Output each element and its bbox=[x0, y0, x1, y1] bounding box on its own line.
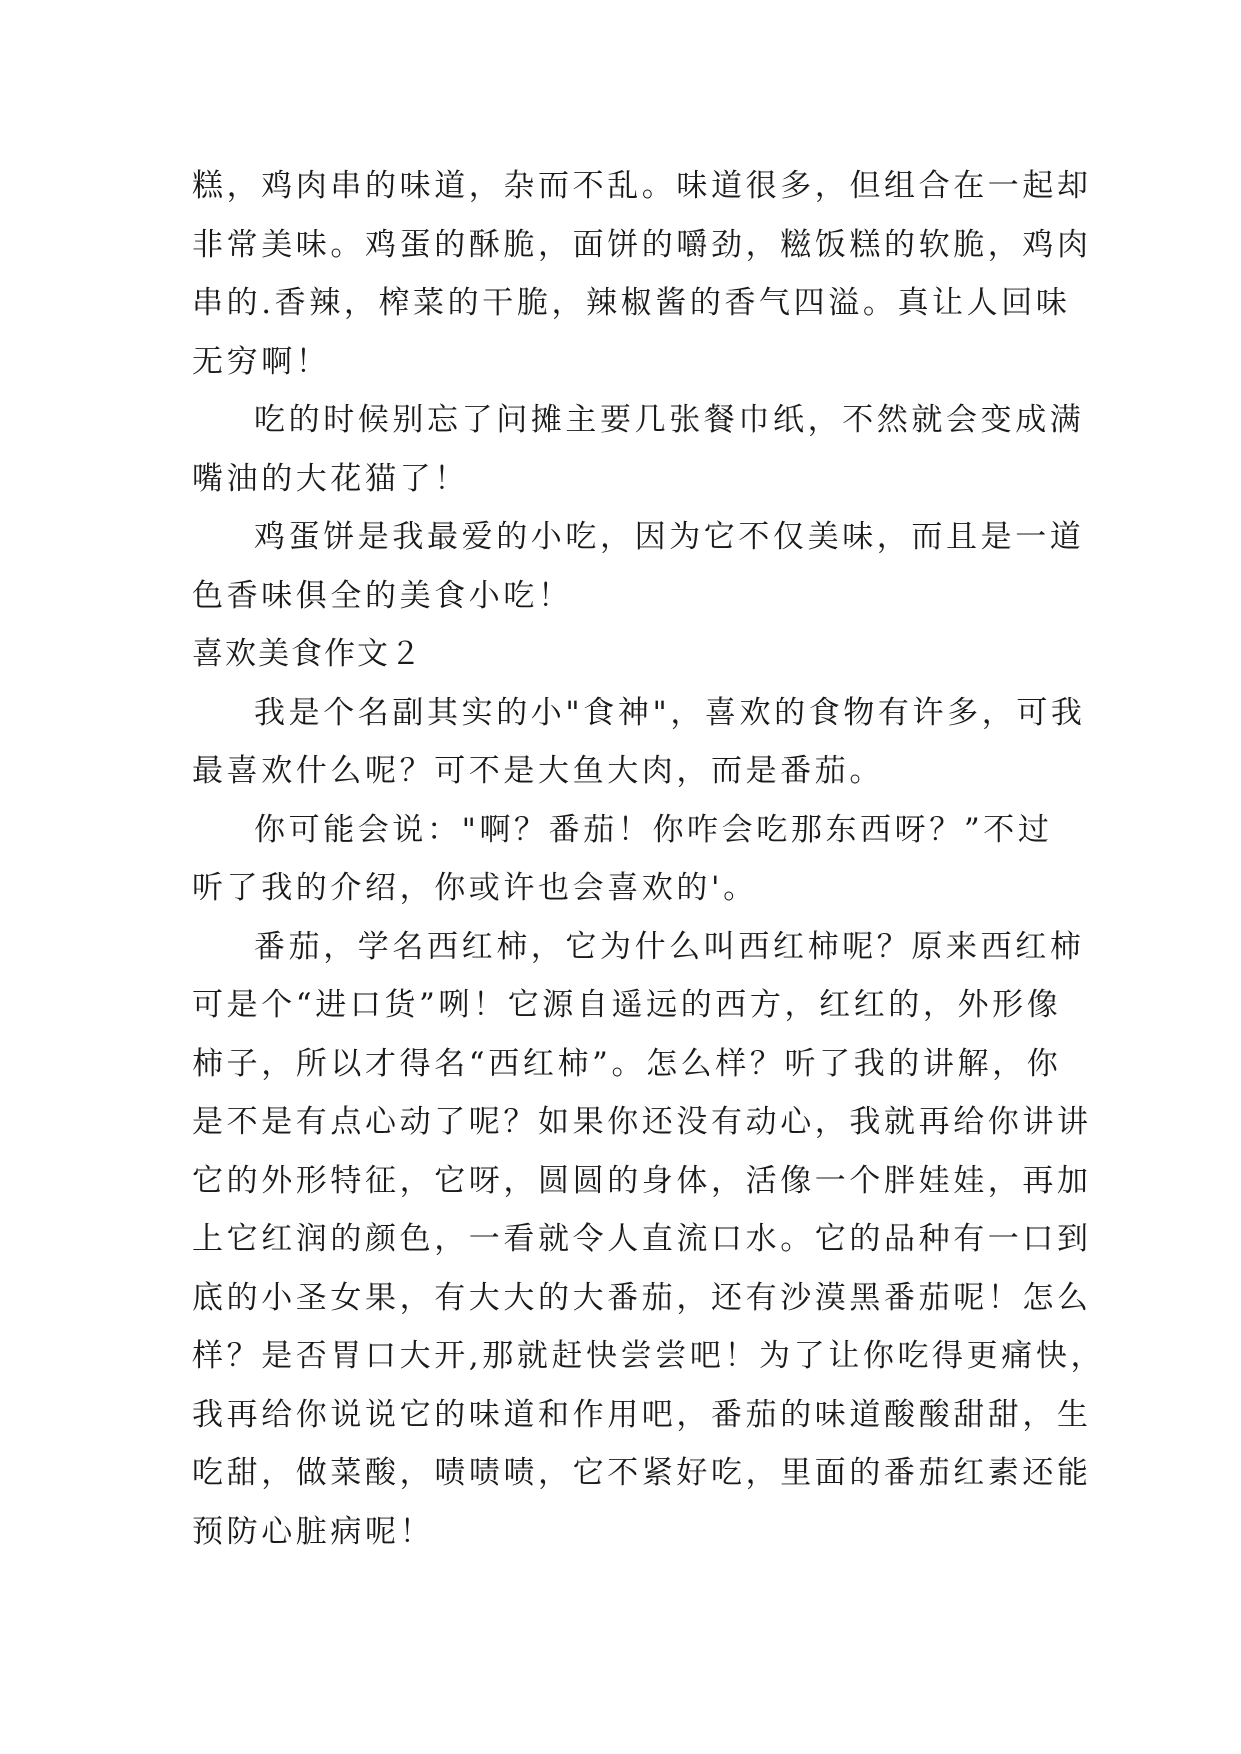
paragraph-egg-pancake bbox=[192, 508, 1085, 625]
paragraph-you-might-say bbox=[192, 801, 1052, 918]
text-line: 番茄，学名西红柿，它为什么叫西红柿呢？原来西红柿 bbox=[254, 928, 1085, 965]
text-line: 色香味俱全的美食小吃！ bbox=[192, 577, 573, 614]
text-line: 非常美味。鸡蛋的酥脆，面饼的嚼劲，糍饭糕的软脆，鸡肉 bbox=[192, 226, 1092, 263]
text-line: 鸡蛋饼是我最爱的小吃，因为它不仅美味，而且是一道 bbox=[254, 519, 1085, 555]
text-line: 我再给你说说它的味道和作用吧，番茄的味道酸酸甜甜，生 bbox=[192, 1396, 1092, 1433]
text-line: 底的小圣女果，有大大的大番茄，还有沙漠黑番茄呢！怎么 bbox=[192, 1279, 1092, 1316]
text-line: 嘴油的大花猫了！ bbox=[192, 460, 469, 497]
text-line: 糕，鸡肉串的味道，杂而不乱。味道很多，但组合在一起却 bbox=[192, 168, 1092, 204]
text-line: 串的.香辣，榨菜的干脆，辣椒酱的香气四溢。真让人回味 bbox=[192, 285, 1071, 321]
section-heading: 喜欢美食作文２ bbox=[192, 636, 423, 672]
paragraph-napkin bbox=[192, 391, 1085, 508]
paragraph-food-god bbox=[192, 684, 1086, 801]
text-line: 最喜欢什么呢？可不是大鱼大肉，而是番茄。 bbox=[192, 753, 884, 789]
paragraph-tomato bbox=[192, 918, 1106, 1562]
text-line: 是不是有点心动了呢？如果你还没有动心，我就再给你讲讲 bbox=[192, 1104, 1092, 1140]
text-line: 吃甜，做菜酸，啧啧啧，它不紧好吃，里面的番茄红素还能 bbox=[192, 1455, 1092, 1491]
text-line: 我是个名副其实的小"食神"，喜欢的食物有许多，可我 bbox=[254, 694, 1086, 731]
text-line: 预防心脏病呢！ bbox=[192, 1513, 435, 1550]
text-line: 吃的时候别忘了问摊主要几张餐巾纸，不然就会变成满 bbox=[254, 402, 1085, 438]
text-line: 听了我的介绍，你或许也会喜欢的'。 bbox=[192, 870, 758, 906]
text-line: 样？是否胃口大开,那就赶快尝尝吧！为了让你吃得更痛快， bbox=[192, 1338, 1106, 1374]
paragraph-continuation bbox=[192, 157, 1092, 391]
text-line: 无穷啊！ bbox=[192, 343, 331, 380]
text-line: 可是个“进口货”咧！它源自遥远的西方，红红的，外形像 bbox=[192, 987, 1062, 1023]
text-line: 你可能会说："啊？番茄！你咋会吃那东西呀？”不过 bbox=[254, 811, 1053, 848]
document-page bbox=[192, 157, 1106, 1561]
text-line: 上它红润的颜色，一看就令人直流口水。它的品种有一口到 bbox=[192, 1221, 1092, 1257]
text-line: 它的外形特征，它呀，圆圆的身体，活像一个胖娃娃，再加 bbox=[192, 1162, 1092, 1199]
text-line: 柿子，所以才得名“西红柿”。怎么样？听了我的讲解，你 bbox=[192, 1045, 1062, 1082]
